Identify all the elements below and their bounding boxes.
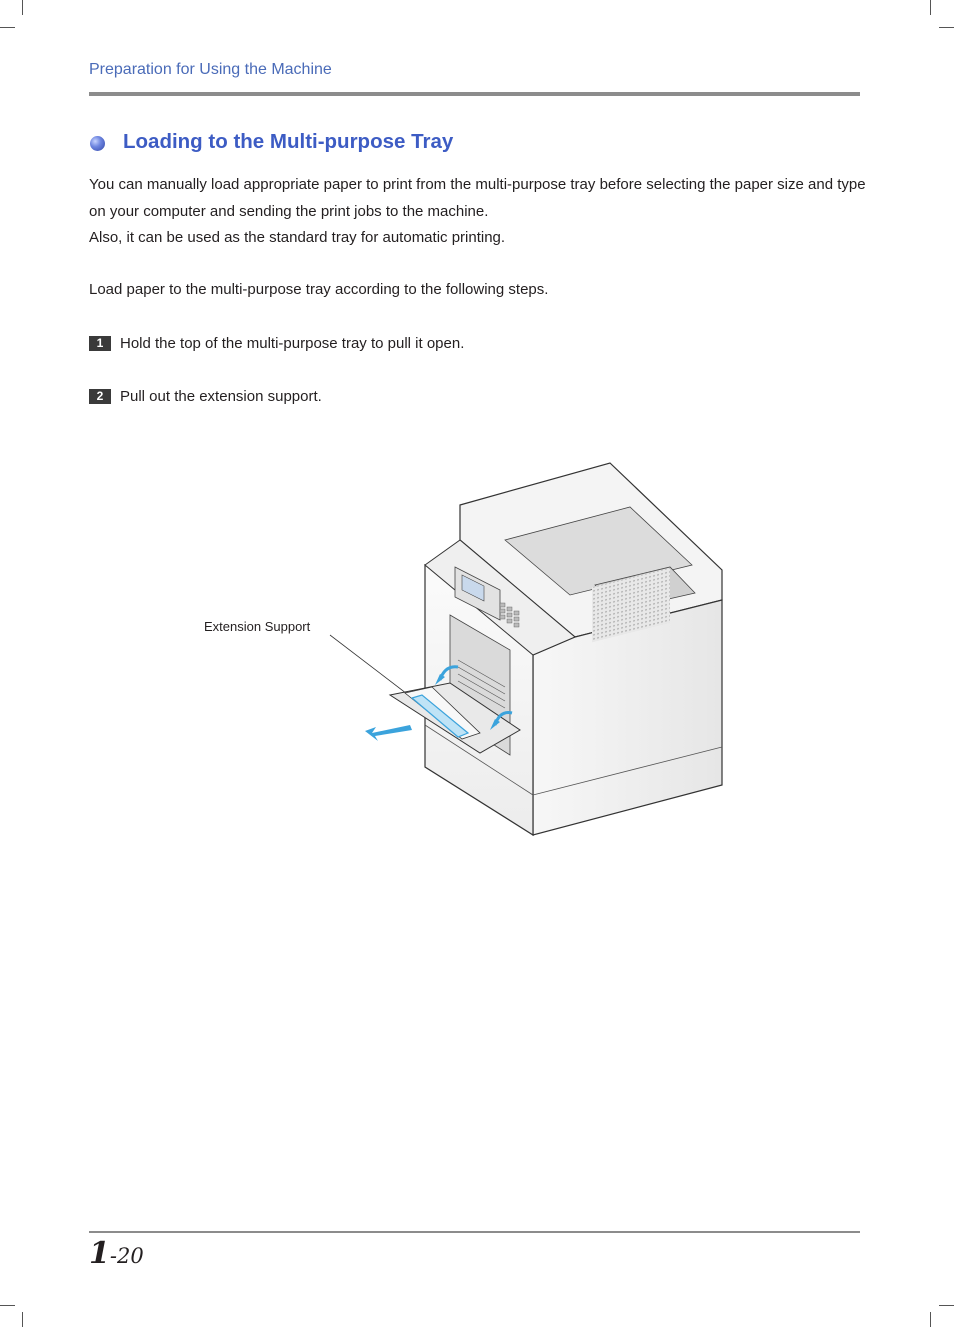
step-2	[89, 388, 322, 405]
step-text: Pull out the extension support.	[120, 388, 322, 405]
section-heading	[90, 130, 453, 154]
page-number	[89, 1236, 144, 1271]
step-number-badge: 1	[89, 336, 111, 351]
step-1	[89, 335, 464, 352]
section-title: Loading to the Multi-purpose Tray	[123, 130, 454, 153]
crop-mark	[22, 0, 23, 15]
crop-mark	[939, 27, 954, 28]
header-rule	[89, 92, 860, 96]
chapter-number: 1	[89, 1236, 110, 1271]
crop-mark	[22, 1312, 23, 1327]
printer-illustration	[200, 455, 740, 845]
page-suffix: -20	[109, 1244, 144, 1268]
running-header: Preparation for Using the Machine	[89, 61, 332, 78]
intro-paragraph	[89, 172, 869, 252]
intro-line-2: Also, it can be used as the standard tray for automatic printing.	[89, 229, 506, 246]
bullet-icon	[90, 136, 105, 151]
crop-mark	[0, 27, 15, 28]
extension-support-callout: Extension Support	[204, 619, 311, 634]
crop-mark	[930, 1312, 931, 1327]
footer-rule	[89, 1231, 860, 1233]
step-number-badge: 2	[89, 389, 111, 404]
crop-mark	[0, 1305, 15, 1306]
crop-mark	[930, 0, 931, 15]
crop-mark	[939, 1305, 954, 1306]
intro-line-1: You can manually load appropriate paper to print from the multi-purpose tray before selecting the paper size and type on your computer and sending the print jobs to the machine.	[89, 176, 866, 220]
lead-paragraph: Load paper to the multi-purpose tray according to the following steps.	[89, 281, 549, 298]
pull-arrow	[365, 725, 412, 741]
step-text: Hold the top of the multi-purpose tray to pull it open.	[120, 335, 465, 352]
